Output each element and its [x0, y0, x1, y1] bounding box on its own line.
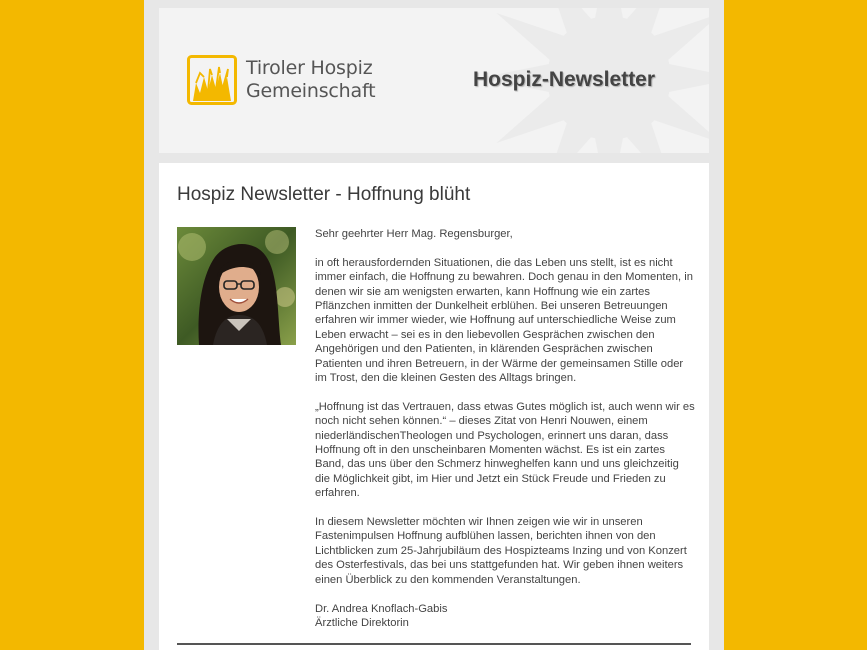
logo-wordmark — [246, 57, 375, 103]
logo-line-2: Gemeinschaft — [246, 80, 376, 102]
paragraph-1: in oft herausfordernden Situationen, die das Leben uns stellt, ist es nicht immer einfach, die Hoffnung zu bewahren. Doch genau in den Momenten, in denen wir sie am wenigsten erwarten, kann Hoffnung wie ein zartes Pflänzchen inmitten der Dunkelheit erblühen. Bei unseren Betreuungen erfahren wir immer wieder, wie Hoffnung auf unterschiedliche Weise zum Leben erwacht – sei es in den liebevollen Gesprächen zwischen den Angehörigen und den Patienten, in klärenden Gesprächen zwischen Patienten und ihren Betreuern, in der Wärme der gemeinsamen Stille oder im Trost, den die kleinen Gesten des Alltags bringen. — [315, 256, 693, 385]
signature-name: Dr. Andrea Knoflach-Gabis — [315, 602, 448, 615]
paragraph-3: In diesem Newsletter möchten wir Ihnen zeigen wie wir in unseren Fastenimpulsen Hoffnung aufblühen lassen, berichten ihnen von den Lichtblicken zum 25-Jahrjubiläum des Hospizteams Inzing und von Konzert des Osterfestivals, das bei uns stattgefunden hat. Wir geben ihnen weiters einen Überblick zu den kommenden Veranstaltungen. — [315, 516, 687, 586]
newsletter-content — [159, 163, 709, 650]
greeting: Sehr geehrter Herr Mag. Regensburger, — [315, 228, 513, 240]
signature-role: Ärztliche Direktorin — [315, 616, 409, 629]
article-body — [315, 227, 695, 630]
section-divider — [177, 643, 691, 645]
newsletter-title: Hospiz-Newsletter — [473, 68, 656, 91]
newsletter-header — [159, 8, 709, 153]
hospiz-sun-logo-icon — [187, 55, 237, 105]
article-title: Hospiz Newsletter - Hoffnung blüht — [177, 184, 471, 205]
logo-line-1: Tiroler Hospiz — [246, 57, 373, 79]
author-photo — [177, 227, 296, 345]
paragraph-2: „Hoffnung ist das Vertrauen, dass etwas Gutes möglich ist, auch wenn wir es noch nicht sehen können.“ – dieses Zitat von Henri Nouwen, einem niederländischenTheologen und Psychologen, erinnert uns daran, dass Hoffnung oft in den unscheinbaren Momenten wächst. Es ist ein zartes Band, das uns über den Schmerz hinweghelfen kann und uns gleichzeitig die Möglichkeit gibt, im Hier und Jetzt ein Stück Freude und Frieden zu erfahren. — [315, 400, 695, 500]
logo[interactable] — [187, 55, 375, 105]
